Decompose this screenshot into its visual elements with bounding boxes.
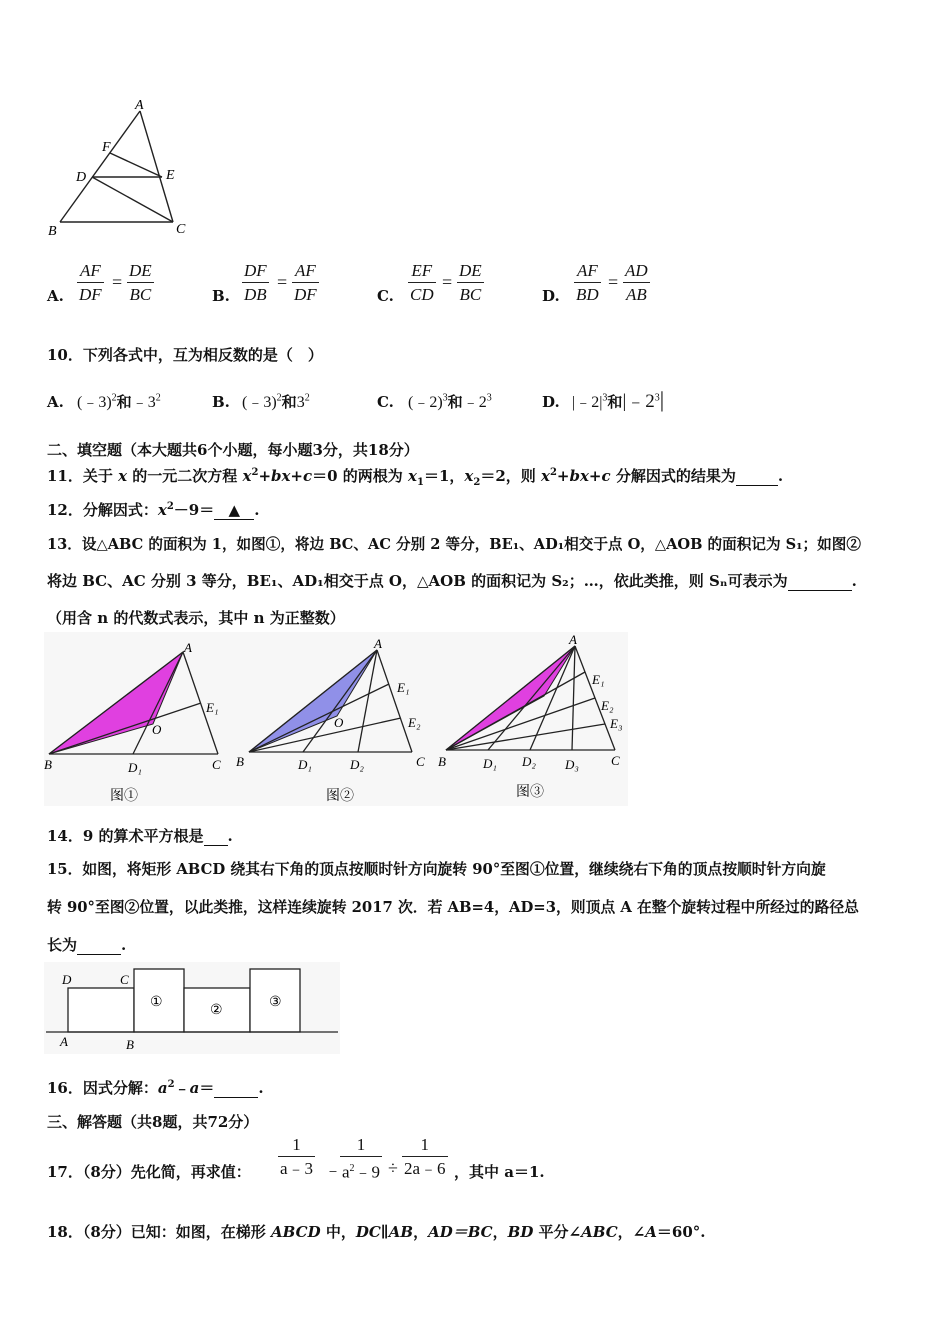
svg-text:D₁: D₁ <box>483 756 497 771</box>
fraction: $\frac{DE}{BC}$ <box>459 261 482 304</box>
answer-blank[interactable] <box>736 467 778 486</box>
answer-blank[interactable] <box>77 936 121 955</box>
answer-blank[interactable] <box>204 827 228 846</box>
math-expression: (﹣3)$^2$和$3^2$ <box>242 392 310 411</box>
fraction: $\frac{EF}{CD}$ <box>410 261 434 304</box>
svg-text:E₃: E₃ <box>610 716 623 731</box>
fraction: $\frac{AF}{DF}$ <box>79 261 102 304</box>
option-label: B. <box>212 287 230 305</box>
equals-sign: = <box>112 272 123 292</box>
option-label: B. <box>212 393 230 411</box>
svg-text:D: D <box>62 972 72 987</box>
svg-text:E₂: E₂ <box>408 715 421 730</box>
svg-text:D₁: D₁ <box>298 757 312 772</box>
label-C: C <box>176 222 186 237</box>
fraction: $\frac{1}{a^2﹣9}$ <box>342 1135 381 1182</box>
q13-line1: 13．设△ABC 的面积为 1，如图①，将边 BC、AC 分别 2 等分，BE₁、AD₁相交于点 O，△AOB 的面积记为 S₁；如图② <box>47 536 861 553</box>
svg-text:③: ③ <box>269 995 282 1010</box>
q10-stem: 10．下列各式中，互为相反数的是（ ） <box>47 346 323 364</box>
svg-text:D₂: D₂ <box>522 754 536 769</box>
triangle-mark-icon: ▲ <box>228 501 240 519</box>
q15-line3: 长为 . <box>47 936 127 954</box>
rectangle-rotation-figure <box>44 962 340 1054</box>
equals-sign: = <box>608 272 619 292</box>
label-B: B <box>48 224 57 239</box>
svg-text:E₁: E₁ <box>592 672 605 687</box>
fraction: $\frac{AF}{DF}$ <box>294 261 317 304</box>
label-A: A <box>135 98 144 113</box>
svg-text:B: B <box>236 754 244 769</box>
q18: 18．（8分）已知：如图，在梯形 ABCD 中，DC∥AB，AD＝BC，BD 平分∠ABC，∠A＝60°. <box>47 1223 706 1241</box>
answer-blank[interactable] <box>214 1079 258 1098</box>
q13-line3: （用含 n 的代数式表示，其中 n 为正整数） <box>47 609 345 627</box>
svg-text:②: ② <box>210 1003 223 1018</box>
answer-blank[interactable] <box>214 501 254 520</box>
fraction: $\frac{DE}{BC}$ <box>129 261 152 304</box>
svg-text:A: A <box>569 632 577 647</box>
svg-text:图②: 图② <box>326 789 354 804</box>
option-label: D. <box>542 287 560 305</box>
fraction: $\frac{1}{2a﹣6}$ <box>404 1135 446 1178</box>
q16: 16．因式分解：$a^2﹣a=$ . <box>47 1079 264 1097</box>
svg-text:D₁: D₁ <box>128 760 142 775</box>
fraction: $\frac{1}{a﹣3}$ <box>280 1135 314 1178</box>
svg-text:图①: 图① <box>110 789 138 804</box>
svg-text:C: C <box>212 757 221 772</box>
svg-text:A: A <box>184 640 192 655</box>
svg-text:C: C <box>416 754 425 769</box>
svg-text:B: B <box>126 1037 134 1052</box>
q15-line1: 15．如图，将矩形 ABCD 绕其右下角的顶点按顺时针方向旋转 90°至图①位置，继续绕右下角的顶点按顺时针方向旋 <box>47 861 826 878</box>
svg-text:B: B <box>44 757 52 772</box>
divide-sign: ÷ <box>388 1158 398 1178</box>
answer-blank[interactable] <box>788 572 852 591</box>
option-label: A. <box>47 287 64 305</box>
svg-text:O: O <box>334 715 344 730</box>
fraction: $\frac{DF}{DB}$ <box>244 261 267 304</box>
svg-text:E₂: E₂ <box>601 698 614 713</box>
label-F: F <box>102 140 111 155</box>
svg-text:B: B <box>438 754 446 769</box>
section-2-heading: 二、填空题（本大题共6个小题，每小题3分，共18分） <box>47 441 419 459</box>
svg-text:A: A <box>374 636 382 651</box>
svg-text:C: C <box>611 753 620 768</box>
svg-text:O: O <box>152 722 162 737</box>
svg-text:D₃: D₃ <box>565 757 579 772</box>
equals-sign: = <box>442 272 453 292</box>
triangle-figure-q9 <box>40 95 200 245</box>
q11: 11．关于 x 的一元二次方程 $x^2+bx+c=0$ 的两根为 $x_1=1$，$x_2=2$，则 $x^2+bx+c$ 分解因式的结果为 . <box>47 467 784 488</box>
label-D: D <box>76 170 87 185</box>
q12: 12．分解因式：$x^2-9=$ ▲ . <box>47 501 260 519</box>
fraction: $\frac{AF}{BD}$ <box>576 261 599 304</box>
equals-sign: = <box>277 272 288 292</box>
svg-text:①: ① <box>150 995 163 1010</box>
q17-label: 17．（8分）先化简，再求值： <box>47 1163 251 1181</box>
option-label: C. <box>377 287 394 305</box>
q13-line2: 将边 BC、AC 分别 3 等分，BE₁、AD₁相交于点 O，△AOB 的面积记为 S₂；…，依此类推，则 Sₙ可表示为 . <box>47 572 857 590</box>
option-label: D. <box>542 393 560 411</box>
svg-text:E₁: E₁ <box>397 680 410 695</box>
svg-text:A: A <box>60 1034 68 1049</box>
svg-text:D₂: D₂ <box>350 757 364 772</box>
fraction: $\frac{AD}{AB}$ <box>625 261 648 304</box>
q13-figures <box>44 632 628 806</box>
svg-text:E₁: E₁ <box>206 700 219 715</box>
option-label: A. <box>47 393 64 411</box>
label-E: E <box>166 168 175 183</box>
math-expression: (﹣3)$^2$和$﹣3^2$ <box>77 392 161 411</box>
svg-text:C: C <box>120 972 129 987</box>
minus-sign: ﹣ <box>324 1160 342 1180</box>
q15-line2: 转 90°至图②位置，以此类推，这样连续旋转 2017 次．若 AB=4，AD=3，则顶点 A 在整个旋转过程中所经过的路径总 <box>47 899 859 916</box>
q14: 14．9 的算术平方根是 . <box>47 827 233 845</box>
option-label: C. <box>377 393 394 411</box>
math-expression: $|﹣2|^3$和$|﹣2^3|$ <box>572 387 665 412</box>
q17-condition: ，其中 a＝1. <box>454 1163 545 1181</box>
math-expression: (﹣2)$^3$和$﹣2^3$ <box>408 392 492 411</box>
svg-text:图③: 图③ <box>516 785 544 800</box>
section-3-heading: 三、解答题（共8题，共72分） <box>47 1113 259 1131</box>
